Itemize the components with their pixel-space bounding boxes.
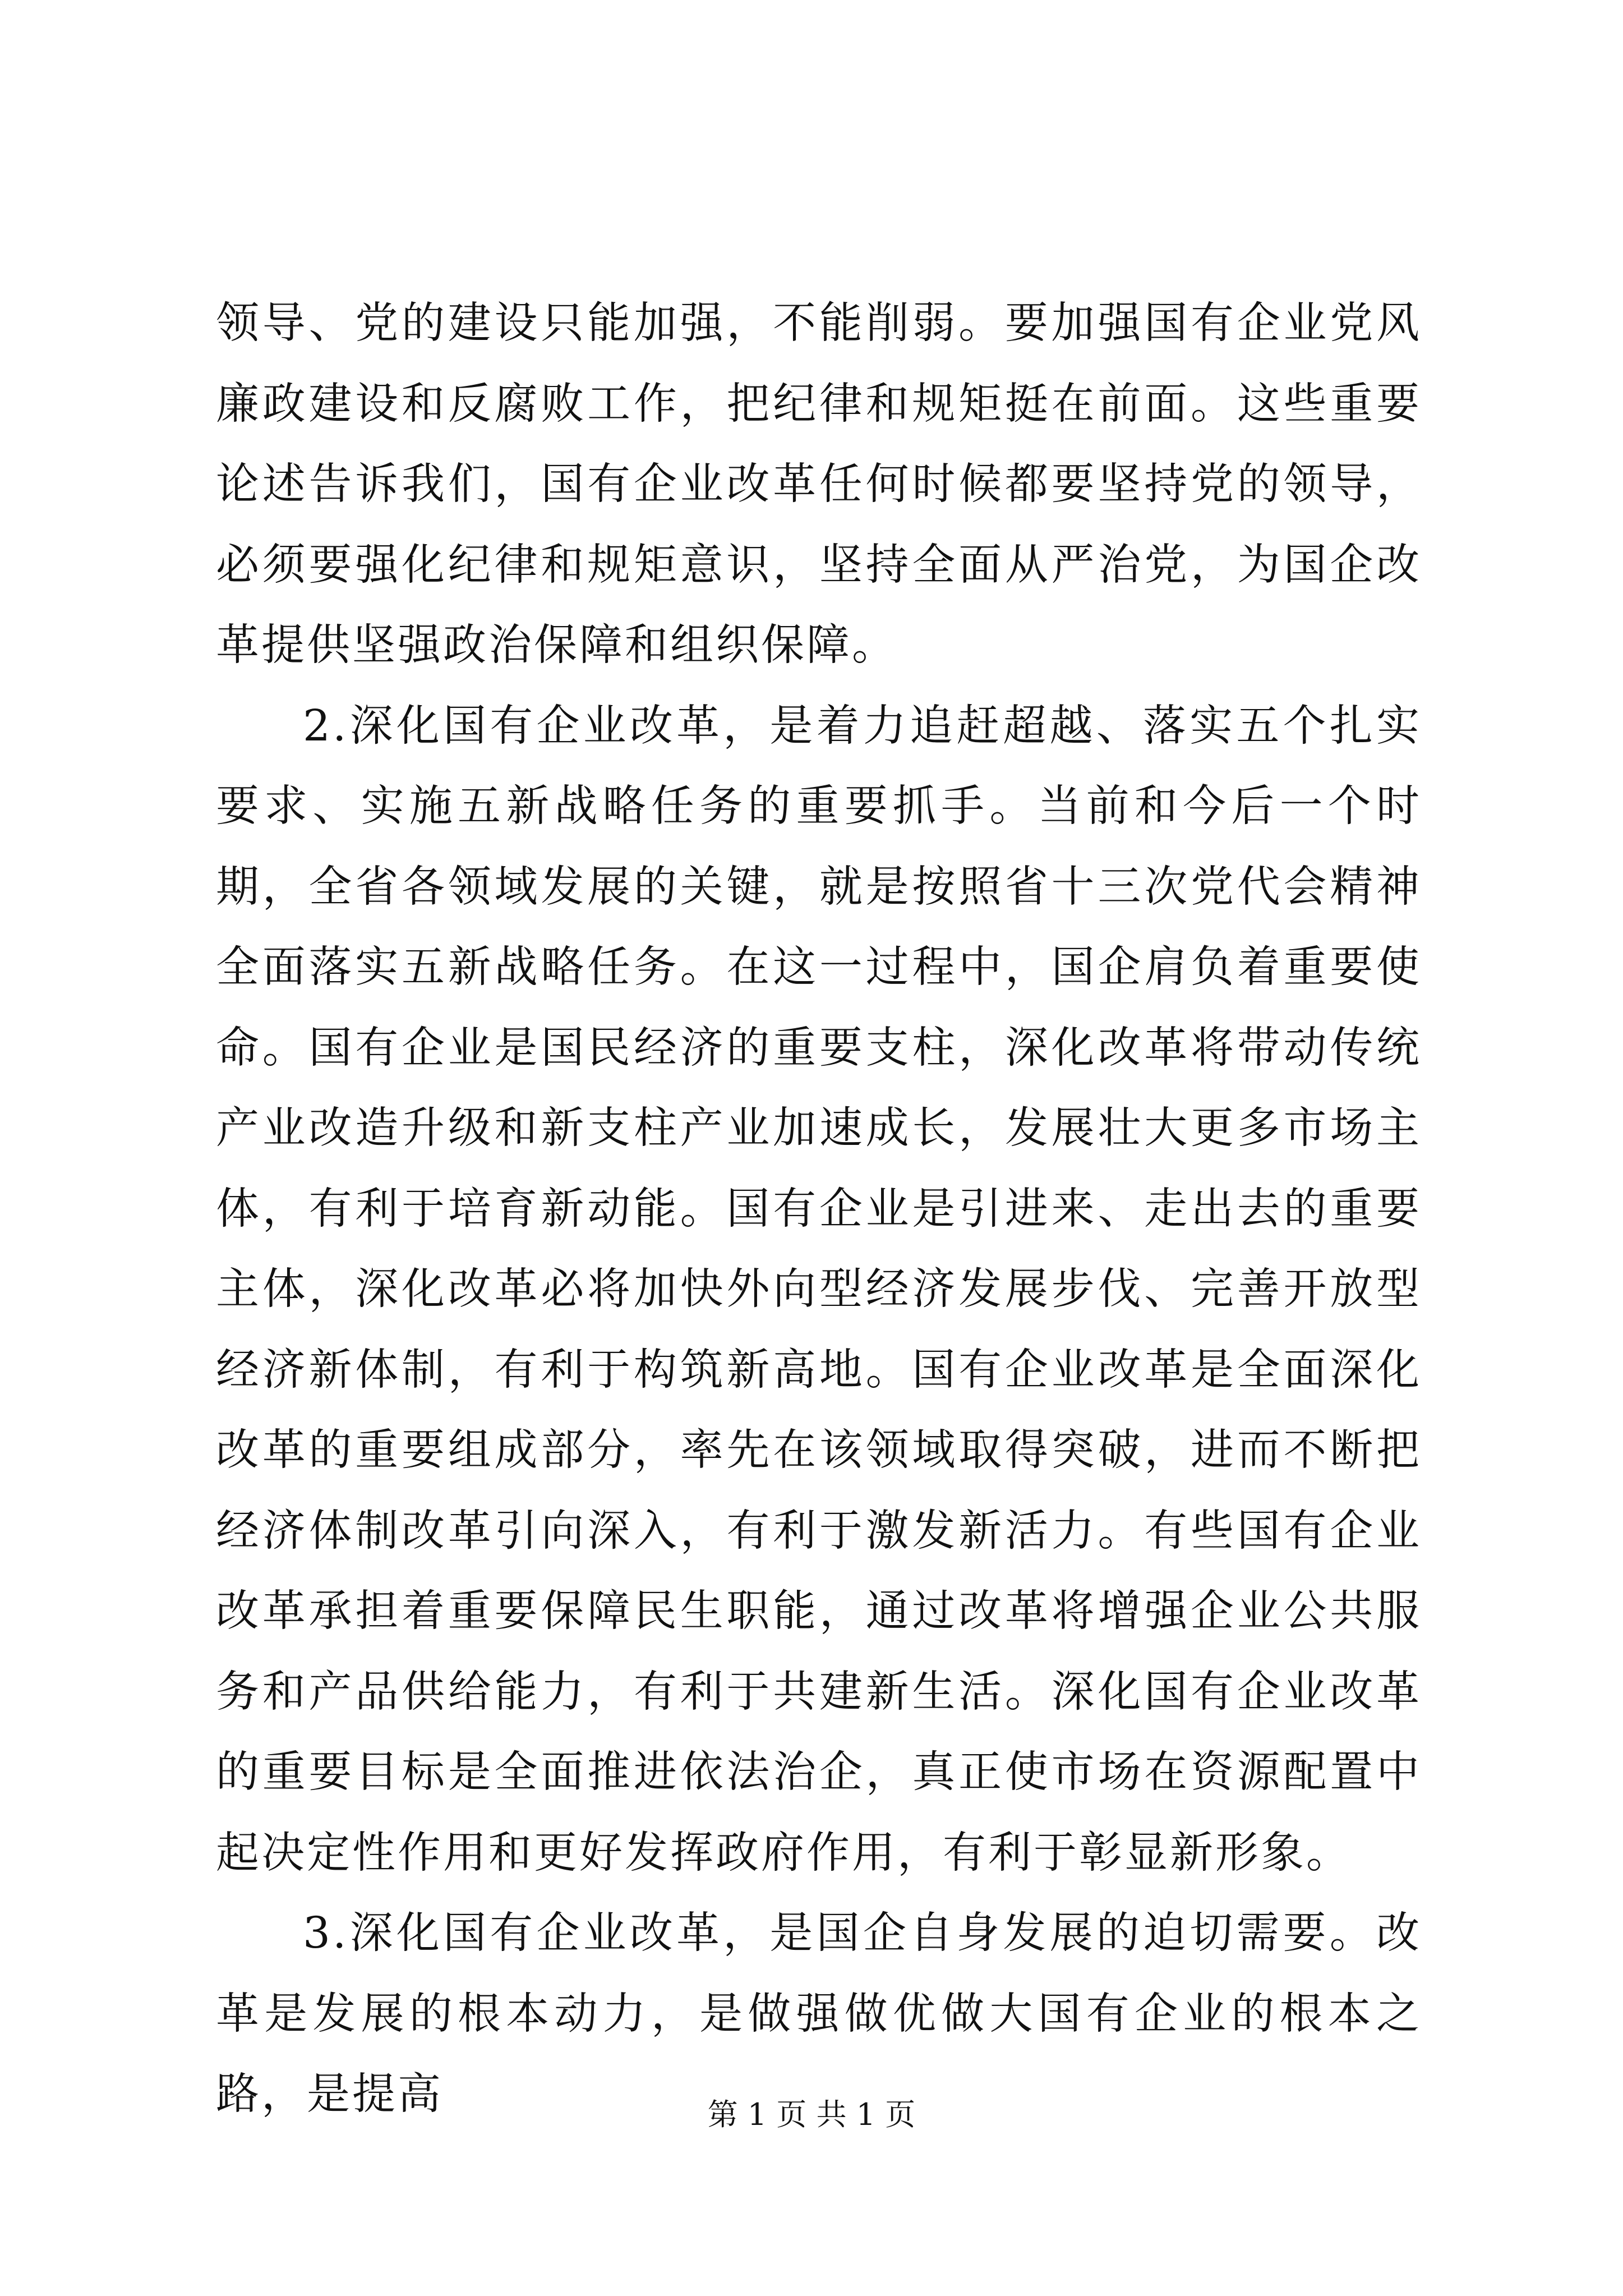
paragraph-point-2: 2.深化国有企业改革，是着力追赶超越、落实五个扎实要求、实施五新战略任务的重要抓手。当前和今后一个时期，全省各领域发展的关键，就是按照省十三次党代会精神全面落实五新战略任务。在这一过程中，国企肩负着重要使命。国有企业是国民经济的重要支柱，深化改革将带动传统产业改造升级和新支柱产业加速成长，发展壮大更多市场主体，有利于培育新动能。国有企业是引进来、走出去的重要主体，深化改革必将加快外向型经济发展步伐、完善开放型经济新体制，有利于构筑新高地。国有企业改革是全面深化改革的重要组成部分，率先在该领域取得突破，进而不断把经济体制改革引向深入，有利于激发新活力。有些国有企业改革承担着重要保障民生职能，通过改革将增强企业公共服务和产品供给能力，有利于共建新生活。深化国有企业改革的重要目标是全面推进依法治企，真正使市场在资源配置中起决定性作用和更好发挥政府作用，有利于彰显新形象。: [216, 701, 1422, 1878]
paragraph-continuation: 领导、党的建设只能加强，不能削弱。要加强国有企业党风廉政建设和反腐败工作，把纪律和规矩挺在前面。这些重要论述告诉我们，国有企业改革任何时候都要坚持党的领导，必须要强化纪律和规矩意识，坚持全面从严治党，为国企改革提供坚强政治保障和组织保障。: [216, 298, 1422, 670]
paragraph-point-3: 3.深化国有企业改革，是国企自身发展的迫切需要。改革是发展的根本动力，是做强做优做大国有企业的根本之路，是提高: [216, 1908, 1422, 2119]
page-footer: 第 1 页 共 1 页: [707, 2097, 916, 2132]
document-body: [216, 283, 1422, 2135]
